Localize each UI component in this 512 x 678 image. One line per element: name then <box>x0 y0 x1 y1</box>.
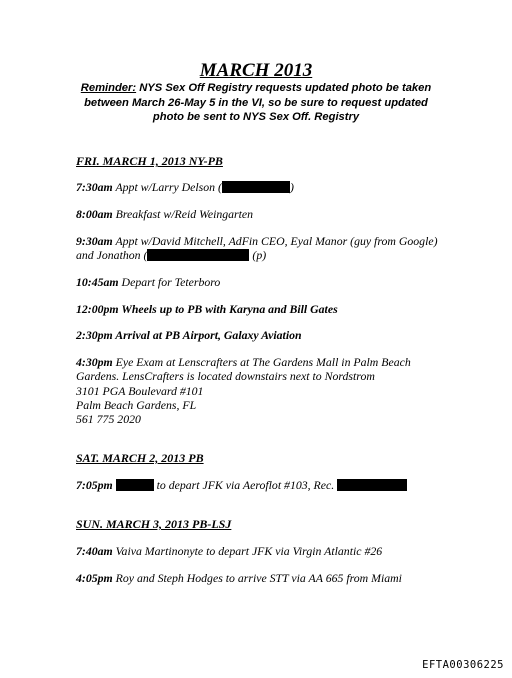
phone-line: 561 775 2020 <box>76 412 141 427</box>
entry-fri-0730 <box>76 180 456 194</box>
entry-time: 7:40am <box>76 544 113 558</box>
entry-time: 10:45am <box>76 275 119 289</box>
entry-text: Depart for Teterboro <box>118 275 221 289</box>
entry-time: 12:00pm <box>76 302 119 316</box>
entry-fri-1045 <box>76 275 456 289</box>
entry-text: Arrival at PB Airport, Galaxy Aviation <box>112 328 302 342</box>
entry-text: Appt w/David Mitchell, AdFin CEO, Eyal Manor (guy from Google) and Jonathon ( <box>76 234 438 263</box>
reminder-text: NYS Sex Off Registry requests updated photo be taken between March 26-May 5 in the VI, so be sure to request updated photo be sent to NYS Sex Off. Registry <box>84 82 432 123</box>
entry-text: Eye Exam at Lenscrafters at The Gardens Mall in Palm Beach Gardens. LensCrafters is located downstairs next to Nordstrom <box>76 355 411 384</box>
entry-text: Vaiva Martinonyte to depart JFK via Virgin Atlantic #26 <box>112 544 383 558</box>
entry-sun-1605 <box>76 571 456 585</box>
reminder-note <box>70 81 442 125</box>
entry-text: Appt w/Larry Delson ( <box>112 180 222 194</box>
entry-time: 9:30am <box>76 234 113 248</box>
entry-sun-0740 <box>76 544 456 558</box>
day-heading-sat: SAT. MARCH 2, 2013 PB <box>76 451 204 465</box>
document-id-stamp: EFTA00306225 <box>422 659 504 671</box>
entry-fri-0930 <box>76 234 456 263</box>
page-title: MARCH 2013 <box>199 60 313 81</box>
entry-fri-1430 <box>76 328 456 342</box>
entry-time: 7:05pm <box>76 478 113 492</box>
entry-fri-1200 <box>76 302 456 316</box>
day-heading-sun: SUN. MARCH 3, 2013 PB-LSJ <box>76 517 232 531</box>
entry-text-post: ) <box>289 180 294 194</box>
entry-text: Breakfast w/Reid Weingarten <box>112 207 254 221</box>
entry-text: Roy and Steph Hodges to arrive STT via AA 665 from Miami <box>112 571 402 585</box>
entry-fri-0800 <box>76 207 456 221</box>
reminder-lead: Reminder: <box>80 82 137 94</box>
entry-time: 4:30pm <box>76 355 113 369</box>
entry-time: 2:30pm <box>76 328 113 342</box>
entry-text: to depart JFK via Aeroflot #103, Rec. <box>153 478 338 492</box>
entry-text: Wheels up to PB with Karyna and Bill Gates <box>118 302 338 316</box>
address-line: Palm Beach Gardens, FL <box>76 397 197 412</box>
entry-sat-1905 <box>76 478 456 492</box>
day-heading-fri: FRI. MARCH 1, 2013 NY-PB <box>76 154 223 168</box>
entry-time: 4:05pm <box>76 571 113 585</box>
entry-time: 8:00am <box>76 207 113 221</box>
entry-time: 7:30am <box>76 180 113 194</box>
entry-fri-1630 <box>76 355 456 426</box>
address-line: 3101 PGA Boulevard #101 <box>76 383 204 398</box>
redaction-block <box>116 479 154 491</box>
redaction-block <box>222 181 290 193</box>
redaction-block <box>337 479 407 491</box>
redaction-block <box>147 249 249 261</box>
entry-text-post: (p) <box>249 248 267 263</box>
